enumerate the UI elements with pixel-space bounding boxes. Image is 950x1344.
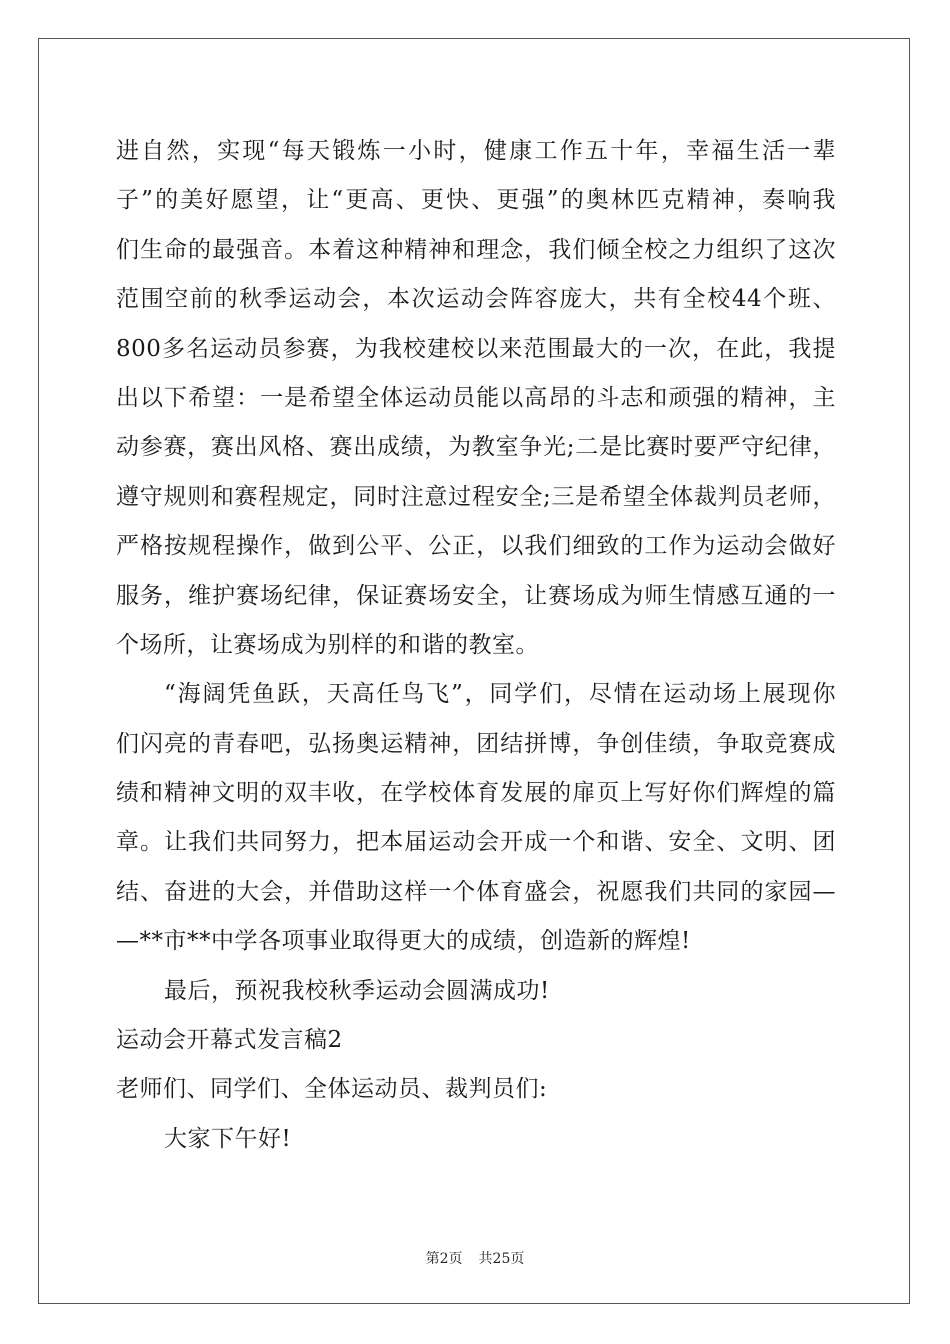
text-line: 800多名运动员参赛，为我校建校以来范围最大的一次，在此，我提 — [116, 335, 836, 362]
text-line: 遵守规则和赛程规定，同时注意过程安全;三是希望全体裁判员老师， — [116, 483, 836, 510]
text-line: —**市**中学各项事业取得更大的成绩，创造新的辉煌! — [116, 928, 691, 955]
text-line: 动参赛，赛出风格、赛出成绩，为教室争光;二是比赛时要严守纪律， — [116, 434, 836, 461]
section-title — [116, 1016, 836, 1065]
text-line: 老师们、同学们、全体运动员、裁判员们: — [116, 1076, 548, 1103]
document-body — [116, 127, 836, 1164]
text-line: 结、奋进的大会，并借助这样一个体育盛会，祝愿我们共同的家园— — [116, 878, 836, 905]
salutation — [116, 1065, 836, 1114]
text-line: 服务，维护赛场纪律，保证赛场安全，让赛场成为师生情感互通的一 — [116, 582, 836, 609]
paragraph-closing-wish — [116, 967, 836, 1016]
greeting — [116, 1115, 836, 1164]
text-line: 进自然，实现“每天锻炼一小时，健康工作五十年，幸福生活一辈 — [116, 138, 836, 164]
text-line: 个场所，让赛场成为别样的和谐的教室。 — [116, 631, 539, 658]
text-line: “海阔凭鱼跃，天高任鸟飞”，同学们，尽情在运动场上展现你 — [164, 681, 836, 708]
paragraph-encouragement — [116, 670, 836, 966]
page-total: 共25页 — [478, 1251, 525, 1267]
text-line: 们闪亮的青春吧，弘扬奥运精神，团结拼博，争创佳绩，争取竞赛成 — [116, 730, 836, 757]
text-line: 严格按规程操作，做到公平、公正，以我们细致的工作为运动会做好 — [116, 533, 836, 560]
text-line: 范围空前的秋季运动会，本次运动会阵容庞大，共有全校44个班、 — [116, 286, 836, 313]
paragraph-opening-speech — [116, 127, 836, 670]
text-line: 们生命的最强音。本着这种精神和理念，我们倾全校之力组织了这次 — [116, 236, 836, 263]
text-line: 出以下希望：一是希望全体运动员能以高昂的斗志和顽强的精神，主 — [116, 384, 836, 411]
text-line: 子”的美好愿望，让“更高、更快、更强”的奥林匹克精神，奏响我 — [116, 187, 836, 214]
page-footer — [0, 1248, 950, 1268]
text-line: 最后，预祝我校秋季运动会圆满成功! — [164, 977, 550, 1004]
text-line: 大家下午好! — [164, 1125, 292, 1152]
text-line: 绩和精神文明的双丰收，在学校体育发展的扉页上写好你们辉煌的篇 — [116, 780, 836, 807]
text-line: 章。让我们共同努力，把本届运动会开成一个和谐、安全、文明、团 — [116, 829, 836, 856]
page-number: 第2页 — [425, 1251, 463, 1267]
heading-line: 运动会开幕式发言稿2 — [116, 1027, 343, 1054]
